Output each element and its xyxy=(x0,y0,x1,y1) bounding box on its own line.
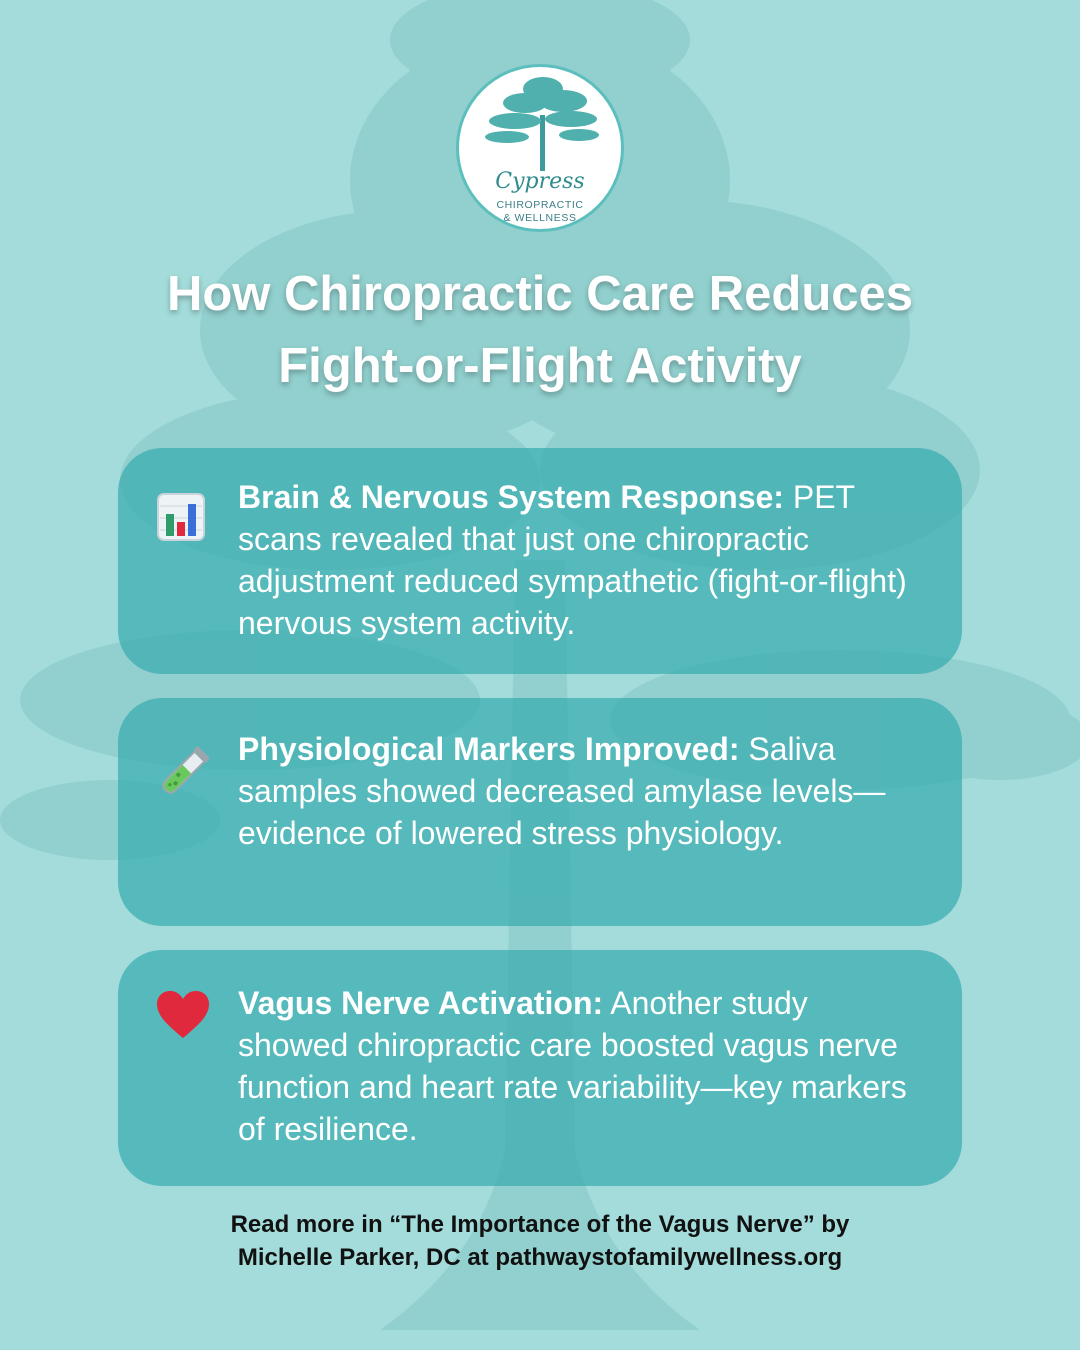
footer-citation xyxy=(140,1208,940,1274)
bar-chart-icon xyxy=(156,492,208,544)
footer-line1: Read more in “The Importance of the Vagus Nerve” by xyxy=(230,1211,850,1238)
card-text xyxy=(238,728,918,854)
card-body: Another study showed chiropractic care boosted vagus nerve function and heart rate variability—key markers of resilience. xyxy=(238,985,907,1147)
info-card-vagus xyxy=(118,950,962,1186)
card-heading: Physiological Markers Improved: xyxy=(238,731,740,767)
logo-badge xyxy=(456,64,624,232)
card-heading: Brain & Nervous System Response: xyxy=(238,479,784,515)
test-tube-icon xyxy=(156,744,212,800)
cypress-tree-logo-icon xyxy=(485,75,601,171)
logo-script-text: Cypress xyxy=(495,169,585,194)
info-card-brain xyxy=(118,448,962,674)
page-title xyxy=(60,258,1020,402)
footer-line2: Michelle Parker, DC at pathwaystofamilywellness.org xyxy=(237,1244,843,1271)
info-card-physiology xyxy=(118,698,962,926)
card-text xyxy=(238,476,918,644)
heart-icon xyxy=(156,990,210,1040)
card-body: PET scans revealed that just one chiropractic adjustment reduced sympathetic (fight-or-flight) nervous system activity. xyxy=(238,479,907,641)
card-text xyxy=(238,982,918,1150)
title-line2: Fight-or-Flight Activity xyxy=(278,339,802,393)
card-body: Saliva samples showed decreased amylase levels—evidence of lowered stress physiology. xyxy=(238,731,886,851)
logo-subtitle-line1: CHIROPRACTIC xyxy=(496,199,584,211)
card-heading: Vagus Nerve Activation: xyxy=(238,985,604,1021)
title-line1: How Chiropractic Care Reduces xyxy=(166,267,914,321)
logo-subtitle-line2: & WELLNESS xyxy=(503,212,577,224)
